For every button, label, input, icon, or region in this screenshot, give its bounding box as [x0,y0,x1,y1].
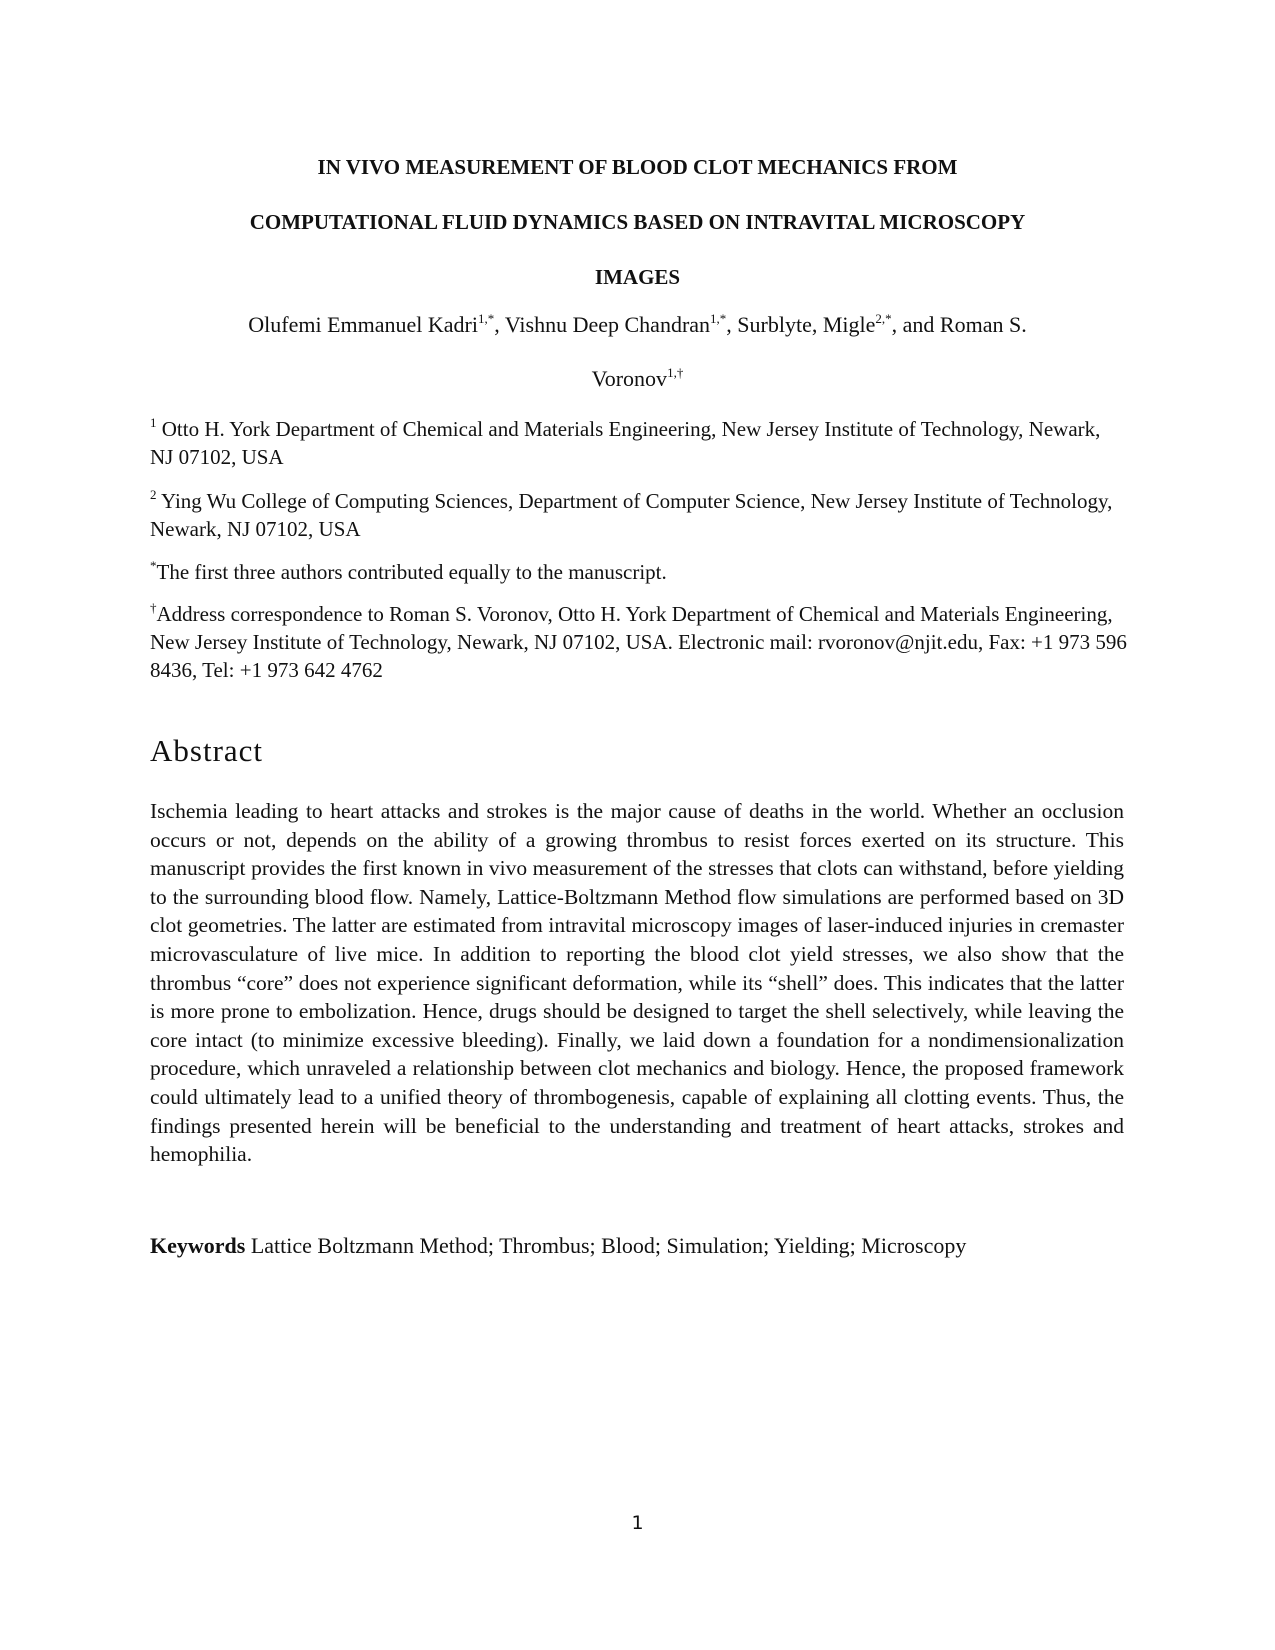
author-chandran-affiliation: 1,* [710,311,727,326]
title-line-2: COMPUTATIONAL FLUID DYNAMICS BASED ON INTRAVITAL MICROSCOPY [249,210,1026,234]
keywords-text: Lattice Boltzmann Method; Thrombus; Blood; Simulation; Yielding; Microscopy [245,1233,967,1258]
abstract-heading: Abstract [150,733,264,768]
correspondence-note [150,600,1128,684]
paper-title [0,140,1275,305]
author-surblyte-affiliation: 2,* [875,311,892,326]
equal-contribution-text: The first three authors contributed equally to the manuscript. [156,560,667,584]
title-line-3: IMAGES [594,265,681,289]
author-kadri-affiliation: 1,* [478,311,495,326]
author-line-1 [0,298,1275,352]
affiliation-2-text: Ying Wu College of Computing Sciences, Department of Computer Science, New Jersey Institute of Technology, Newark, NJ 07102, USA [150,489,1113,541]
title-line-1: IN VIVO MEASUREMENT OF BLOOD CLOT MECHANICS FROM [317,155,958,179]
affiliation-1-marker: 1 [150,415,157,430]
author-list [0,298,1275,406]
affiliation-1 [150,415,1128,471]
author-voronov-first: , and Roman S. [891,312,1027,337]
correspondence-marker: † [150,600,157,615]
equal-contribution-marker: * [150,558,157,573]
keywords-label: Keywords [150,1233,246,1258]
affiliation-2-marker: 2 [150,487,157,502]
affiliation-2 [150,487,1128,543]
author-chandran: , Vishnu Deep Chandran [494,312,711,337]
affiliation-1-text: Otto H. York Department of Chemical and Materials Engineering, New Jersey Institute of Technology, Newark, NJ 07102, USA [150,417,1101,469]
author-kadri: Olufemi Emmanuel Kadri [248,312,478,337]
author-voronov-affiliation: 1,† [667,365,684,380]
abstract-body: Ischemia leading to heart attacks and strokes is the major cause of deaths in the world. Whether an occlusion occurs or not, depends on the ability of a growing thrombus to resist forces exerted on its structure. This manuscript provides the first known in vivo measurement of the stresses that clots can withstand, before yielding to the surrounding blood flow. Namely, Lattice-Boltzmann Method flow simulations are performed based on 3D clot geometries. The latter are estimated from intravital microscopy images of laser-induced injuries in cremaster microvasculature of live mice. In addition to reporting the blood clot yield stresses, we also show that the thrombus “core” does not experience significant deformation, while its “shell” does. This indicates that the latter is more prone to embolization. Hence, drugs should be designed to target the shell selectively, while leaving the core intact (to minimize excessive bleeding). Finally, we laid down a foundation for a nondimensionalization procedure, which unraveled a relationship between clot mechanics and biology. Hence, the proposed framework could ultimately lead to a unified theory of thrombogenesis, capable of explaining all clotting events. Thus, the findings presented herein will be beneficial to the understanding and treatment of heart attacks, strokes and hemophilia. [150,799,1124,1167]
equal-contribution-note [150,558,1128,586]
correspondence-text: Address correspondence to Roman S. Voronov, Otto H. York Department of Chemical and Materials Engineering, New Jersey Institute of Technology, Newark, NJ 07102, USA. Electronic mail: rvoronov@njit.edu, Fax: +1 973 596 8436, Tel: +1 973 642 4762 [150,602,1127,682]
author-line-2 [0,352,1275,406]
author-voronov-last: Voronov [591,366,668,391]
keywords-line [150,1231,1128,1261]
page-number: 1 [631,1512,644,1534]
author-surblyte: , Surblyte, Migle [726,312,876,337]
